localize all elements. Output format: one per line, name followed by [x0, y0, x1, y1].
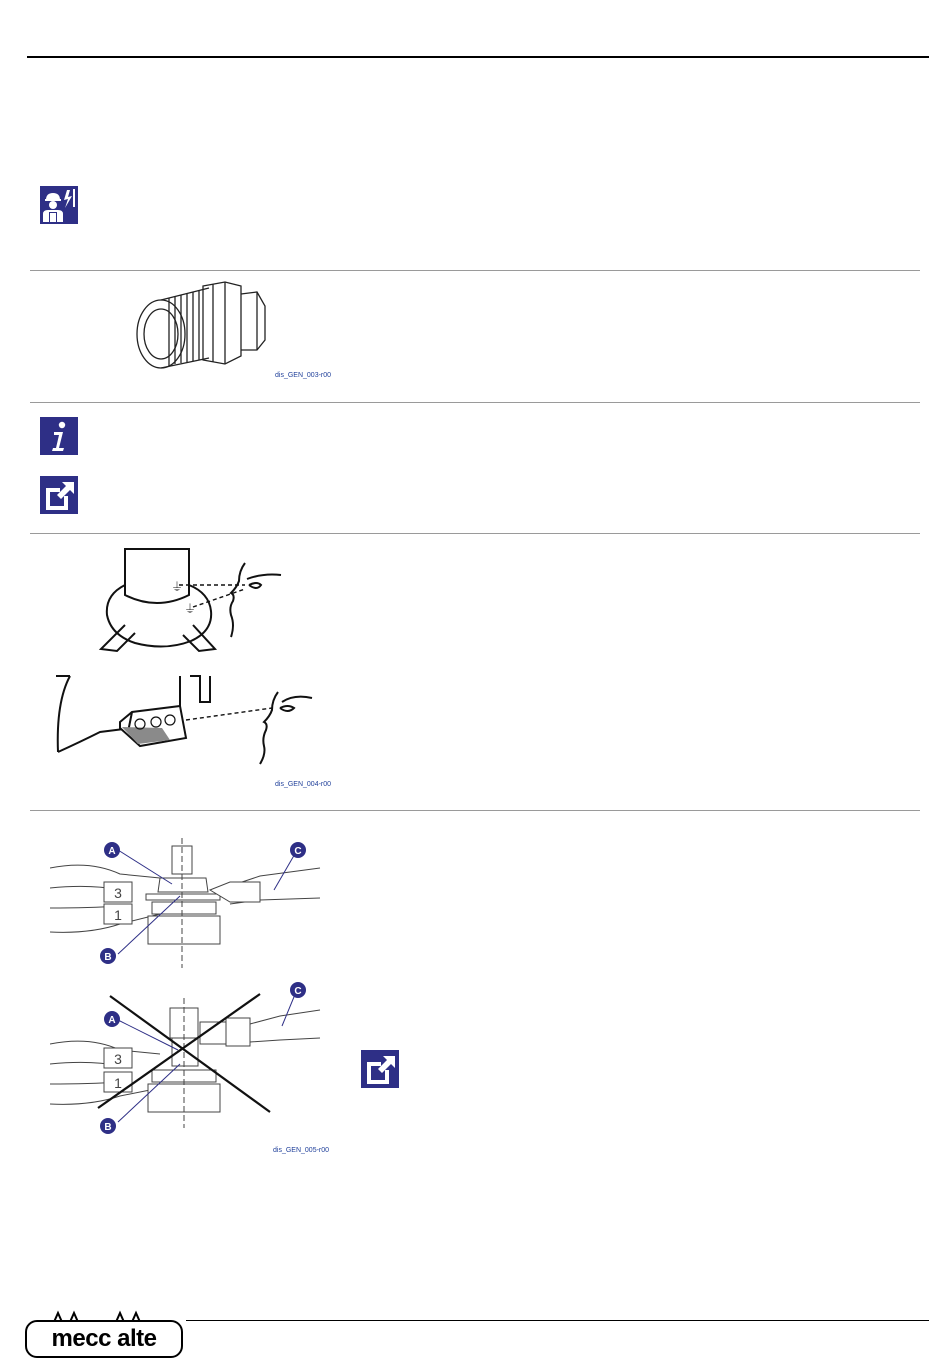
mecc-alte-logo: [25, 1320, 183, 1358]
header-rule: [27, 56, 929, 58]
section-divider: [30, 402, 920, 403]
figure-code: dis_GEN_003-r00: [275, 372, 332, 379]
figure-code: dis_GEN_005-r00: [273, 1147, 330, 1154]
electrician-worker-icon: [40, 186, 78, 224]
terminal-number: 1: [114, 1075, 122, 1091]
terminal-box-inspection-illustration: [50, 672, 320, 772]
correct-terminal-connection-illustration: [50, 838, 325, 968]
cable-gland-illustration: [133, 278, 273, 378]
earth-symbol: ⏚: [170, 580, 184, 594]
section-divider: [30, 810, 920, 811]
footer-rule: [186, 1320, 929, 1321]
external-reference-icon: [40, 476, 78, 514]
terminal-number: 3: [114, 1051, 122, 1067]
earth-symbol-inspection-illustration: [95, 545, 295, 660]
callout-c: C: [294, 986, 302, 997]
incorrect-terminal-connection-illustration: [50, 978, 325, 1138]
callout-b: B: [104, 952, 112, 963]
info-icon: [40, 417, 78, 455]
logo-text: mecc alte: [51, 1325, 157, 1352]
terminal-number: 1: [114, 907, 122, 923]
callout-a: A: [108, 846, 116, 857]
figure-code: dis_GEN_004-r00: [275, 781, 332, 788]
section-divider: [30, 270, 920, 271]
callout-b: B: [104, 1122, 112, 1133]
callout-c: C: [294, 846, 302, 857]
terminal-number: 3: [114, 885, 122, 901]
earth-symbol: ⏚: [183, 602, 197, 616]
section-divider: [30, 533, 920, 534]
external-reference-icon: [361, 1050, 399, 1088]
callout-a: A: [108, 1015, 116, 1026]
